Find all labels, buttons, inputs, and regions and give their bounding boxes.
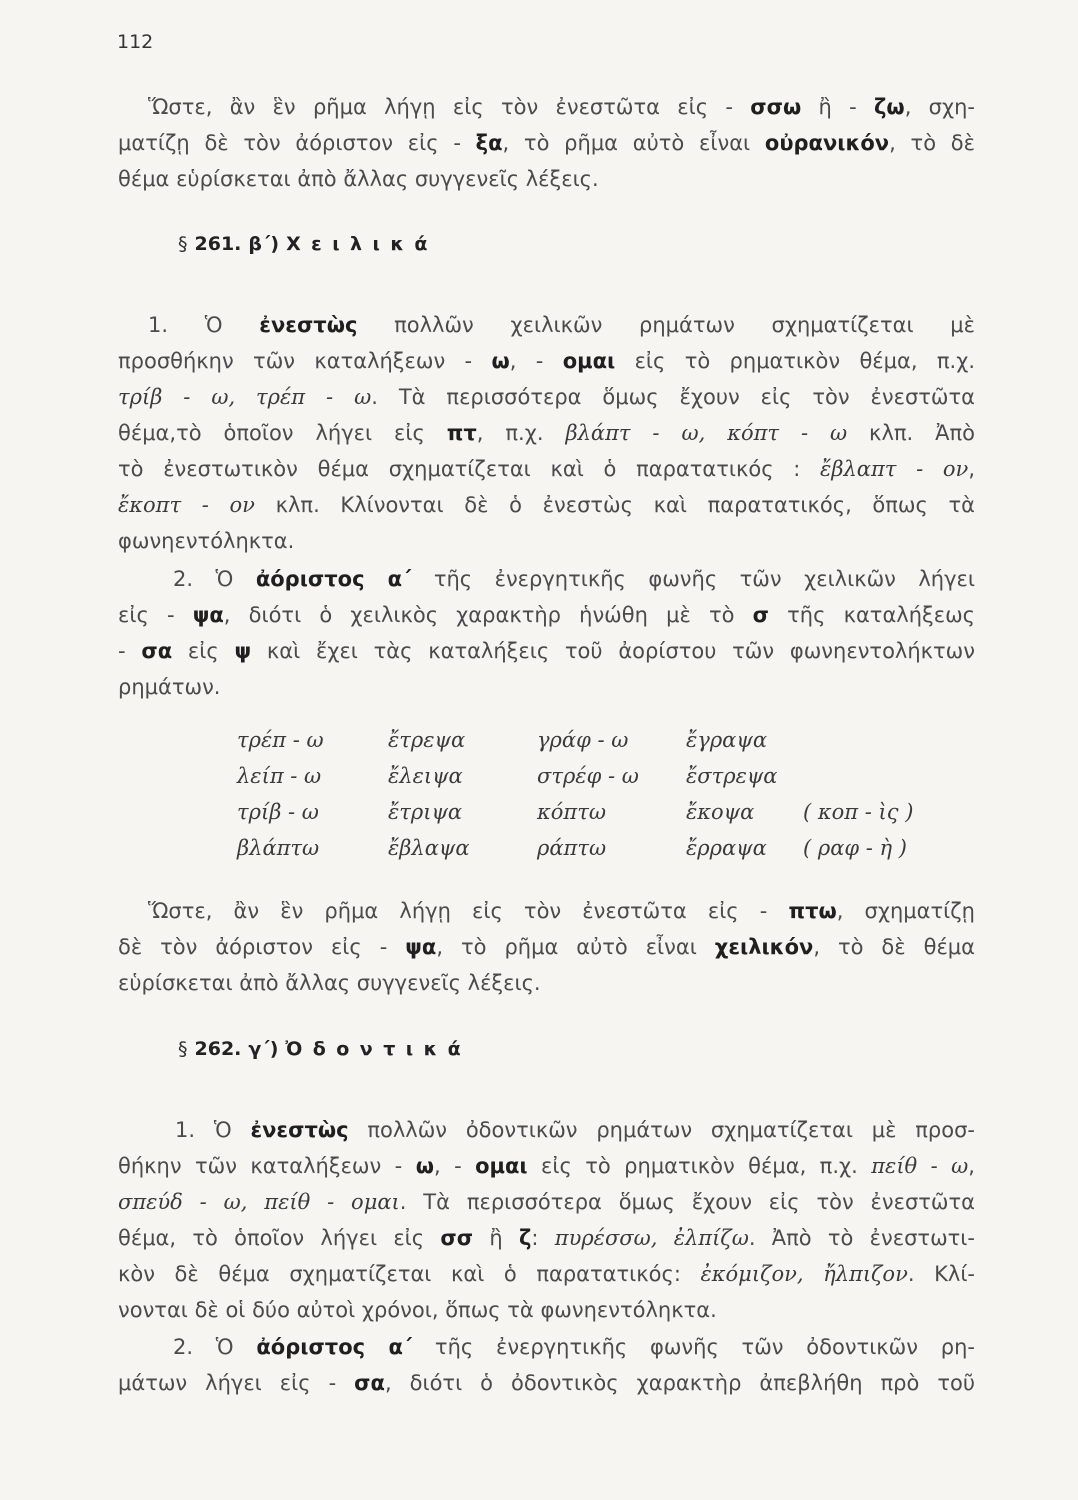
table-row bbox=[0, 794, 1078, 830]
text-run: θήκην τῶν καταλήξεων - bbox=[118, 1154, 416, 1178]
bold-term: ψα bbox=[192, 603, 224, 627]
text-run: εὑρίσκεται ἀπὸ ἄλλας συγγενεῖς λέξεις. bbox=[118, 971, 541, 995]
verb-form: ἔλειψα bbox=[388, 764, 463, 788]
bold-term: ἀόριστος α΄ bbox=[255, 567, 412, 591]
bold-term: ομαι bbox=[562, 349, 616, 373]
verb-form: λείπ - ω bbox=[237, 764, 322, 788]
bold-term: ἐνεστὼς bbox=[250, 1118, 349, 1142]
text-run: θέμα,τὸ ὁποῖον λήγει εἰς bbox=[118, 421, 447, 445]
text-run: εἰς τὸ ρηματικὸν θέμα, π.χ. bbox=[527, 1154, 872, 1178]
text-line bbox=[118, 633, 975, 669]
text-run: , τὸ δὲ bbox=[889, 131, 975, 155]
text-run: . Τὰ περισσότερα ὅμως ἔχουν εἰς τὸν ἐνεστῶτα bbox=[399, 1190, 975, 1214]
paragraph-labial-present bbox=[118, 307, 975, 559]
text-run: Ὥστε, ἂν ἓν ρῆμα λήγῃ εἰς τὸν ἐνεστῶτα εἰς - bbox=[148, 899, 789, 923]
text-run: . Κλί- bbox=[907, 1262, 975, 1286]
text-run: κὸν δὲ θέμα σχηματίζεται καὶ ὁ παρατατικός: bbox=[118, 1262, 701, 1286]
text-line bbox=[118, 1184, 975, 1220]
bold-term: πτω bbox=[788, 899, 837, 923]
italic-example: τρίβ - ω, τρέπ - ω bbox=[118, 385, 372, 409]
etymology-note: ( ραφ - ὴ ) bbox=[803, 836, 907, 860]
bold-term: ομαι bbox=[475, 1154, 528, 1178]
text-run: προσθήκην τῶν καταλήξεων - bbox=[118, 349, 492, 373]
text-run: , τὸ ρῆμα αὐτὸ εἶναι bbox=[436, 935, 715, 959]
text-run: , π.χ. bbox=[476, 421, 566, 445]
text-line bbox=[118, 1329, 975, 1365]
table-row bbox=[0, 722, 1078, 758]
italic-example: πείθ - ω bbox=[871, 1154, 969, 1178]
text-run: , - bbox=[433, 1154, 476, 1178]
text-line bbox=[118, 125, 975, 161]
text-run: , - bbox=[509, 349, 563, 373]
text-run: , σχη- bbox=[904, 95, 975, 119]
text-run: ἢ - bbox=[801, 95, 875, 119]
text-run: φωνηεντόληκτα. bbox=[118, 529, 295, 553]
text-run: θέμα εὑρίσκεται ἀπὸ ἄλλας συγγενεῖς λέξεις. bbox=[118, 167, 599, 191]
italic-example: ἔκοπτ - ον bbox=[118, 493, 255, 517]
text-run: κλπ. Κλίνονται δὲ ὁ ἐνεστὼς καὶ παρατατικός, ὅπως τὰ bbox=[254, 493, 975, 517]
text-line bbox=[118, 161, 975, 197]
text-line bbox=[118, 1148, 975, 1184]
text-run: , διότι ὁ ὀδοντικὸς χαρακτὴρ ἀπεβλήθη πρὸ τοῦ bbox=[384, 1371, 975, 1395]
text-run: δὲ τὸν ἀόριστον εἰς - bbox=[118, 935, 406, 959]
text-line bbox=[118, 929, 975, 965]
text-run: . Ἀπὸ τὸ ἐνεστωτι- bbox=[748, 1226, 975, 1250]
italic-example: ἔβλαπτ - ον bbox=[820, 457, 969, 481]
text-run: 2. Ὁ bbox=[173, 1335, 257, 1359]
bold-term: σα bbox=[141, 639, 173, 663]
text-line bbox=[118, 561, 975, 597]
text-line bbox=[118, 669, 975, 705]
text-run: ματίζῃ δὲ τὸν ἀόριστον εἰς - bbox=[118, 131, 476, 155]
example-table-labial-verbs bbox=[0, 722, 1078, 866]
bold-term: σα bbox=[354, 1371, 385, 1395]
etymology-note: ( κοπ - ὶς ) bbox=[803, 800, 914, 824]
bold-term: σ bbox=[752, 603, 769, 627]
text-run: , σχηματίζῃ bbox=[836, 899, 975, 923]
text-run: μάτων λήγει εἰς - bbox=[118, 1371, 355, 1395]
bold-term: ἀόριστος α΄ bbox=[256, 1335, 413, 1359]
section-title: Ὀδοντικά bbox=[285, 1038, 472, 1060]
text-line bbox=[118, 965, 975, 1001]
verb-form: ἔτριψα bbox=[388, 800, 463, 824]
text-run: 1. Ὁ bbox=[175, 1118, 251, 1142]
text-run: τῆς ἐνεργητικῆς φωνῆς τῶν ὀδοντικῶν ρη- bbox=[412, 1335, 975, 1359]
text-line bbox=[118, 893, 975, 929]
verb-form: κόπτω bbox=[537, 800, 606, 824]
italic-example: ἐκόμιζον, ἤλπιζον bbox=[700, 1262, 908, 1286]
verb-form: γράφ - ω bbox=[537, 728, 629, 752]
bold-term: ζω bbox=[874, 95, 905, 119]
verb-form: ἔτρεψα bbox=[388, 728, 466, 752]
section-heading-261 bbox=[178, 226, 445, 262]
italic-example: σπεύδ - ω, πείθ - ομαι bbox=[118, 1190, 400, 1214]
text-run: - bbox=[118, 639, 142, 663]
text-run: , bbox=[968, 457, 975, 481]
section-label: γ΄) bbox=[248, 1038, 279, 1060]
text-line bbox=[118, 1220, 975, 1256]
text-line bbox=[118, 379, 975, 415]
section-mark: § bbox=[178, 233, 188, 255]
text-run: εἰς bbox=[172, 639, 235, 663]
text-line bbox=[118, 597, 975, 633]
verb-form: ἔρραψα bbox=[686, 836, 767, 860]
section-number: 262. bbox=[194, 1038, 242, 1060]
bold-term: ψ bbox=[234, 639, 252, 663]
text-run: τῆς ἐνεργητικῆς φωνῆς τῶν χειλικῶν λήγει bbox=[411, 567, 975, 591]
text-line bbox=[118, 523, 975, 559]
text-run: νονται δὲ οἱ δύο αὐτοὶ χρόνοι, ὅπως τὰ φωνηεντόληκτα. bbox=[118, 1298, 717, 1322]
table-row bbox=[0, 830, 1078, 866]
bold-term: ψα bbox=[405, 935, 437, 959]
verb-form: ἔβλαψα bbox=[388, 836, 470, 860]
text-run: πολλῶν χειλικῶν ρημάτων σχηματίζεται μὲ bbox=[357, 313, 975, 337]
bold-term: οὐρανικόν bbox=[764, 131, 890, 155]
text-run: 2. Ὁ bbox=[173, 567, 256, 591]
paragraph-dental-aorist bbox=[118, 1329, 975, 1401]
italic-example: πυρέσσω, ἐλπίζω bbox=[554, 1226, 749, 1250]
text-run: τὸ ἐνεστωτικὸν θέμα σχηματίζεται καὶ ὁ παρατατικός : bbox=[118, 457, 821, 481]
verb-form: ράπτω bbox=[537, 836, 607, 860]
text-run: Ὥστε, ἂν ἓν ρῆμα λήγῃ εἰς τὸν ἐνεστῶτα εἰς - bbox=[148, 95, 751, 119]
bold-term: σσω bbox=[750, 95, 802, 119]
text-run: , bbox=[968, 1154, 975, 1178]
section-title: Χειλικά bbox=[286, 233, 438, 255]
text-line bbox=[118, 1365, 975, 1401]
bold-term: ω bbox=[415, 1154, 434, 1178]
text-run: ρημάτων. bbox=[118, 675, 221, 699]
bold-term: πτ bbox=[446, 421, 477, 445]
text-run: ἢ bbox=[473, 1226, 519, 1250]
text-line bbox=[118, 487, 975, 523]
text-run: πολλῶν ὀδοντικῶν ρημάτων σχηματίζεται μὲ προσ- bbox=[348, 1118, 975, 1142]
bold-term: ζ bbox=[518, 1226, 532, 1250]
section-mark: § bbox=[178, 1038, 188, 1060]
bold-term: χειλικόν bbox=[714, 935, 814, 959]
section-heading-262 bbox=[178, 1031, 478, 1067]
text-line bbox=[118, 1112, 975, 1148]
page-number: 112 bbox=[117, 31, 154, 53]
bold-term: ἐνεστὼς bbox=[259, 313, 358, 337]
text-line bbox=[118, 415, 975, 451]
text-run: κλπ. Ἀπὸ bbox=[847, 421, 975, 445]
bold-term: ξα bbox=[475, 131, 503, 155]
bold-term: ω bbox=[491, 349, 510, 373]
text-run: . Τὰ περισσότερα ὅμως ἔχουν εἰς τὸν ἐνεστῶτα bbox=[371, 385, 975, 409]
verb-form: βλάπτω bbox=[237, 836, 320, 860]
text-run: , τὸ δὲ θέμα bbox=[813, 935, 975, 959]
text-run: καὶ ἔχει τὰς καταλήξεις τοῦ ἀορίστου τῶν φωνηεντολήκτων bbox=[251, 639, 975, 663]
bold-term: σσ bbox=[440, 1226, 474, 1250]
text-run: θέμα, τὸ ὁποῖον λήγει εἰς bbox=[118, 1226, 441, 1250]
text-run: εἰς - bbox=[118, 603, 193, 627]
text-run: : bbox=[531, 1226, 555, 1250]
text-line bbox=[118, 89, 975, 125]
section-label: β΄) bbox=[248, 233, 280, 255]
text-line bbox=[118, 1256, 975, 1292]
verb-form: τρίβ - ω bbox=[237, 800, 319, 824]
paragraph-labial-aorist bbox=[118, 561, 975, 705]
text-run: εἰς τὸ ρηματικὸν θέμα, π.χ. bbox=[615, 349, 975, 373]
text-run: , τὸ ρῆμα αὐτὸ εἶναι bbox=[502, 131, 765, 155]
italic-example: βλάπτ - ω, κόπτ - ω bbox=[565, 421, 848, 445]
verb-form: τρέπ - ω bbox=[237, 728, 324, 752]
text-run: τῆς καταλήξεως bbox=[768, 603, 975, 627]
verb-form: ἔστρεψα bbox=[686, 764, 778, 788]
verb-form: ἔγραψα bbox=[686, 728, 767, 752]
text-run: , διότι ὁ χειλικὸς χαρακτὴρ ἡνώθη μὲ τὸ bbox=[223, 603, 753, 627]
text-line bbox=[118, 343, 975, 379]
text-line bbox=[118, 451, 975, 487]
section-number: 261. bbox=[194, 233, 242, 255]
text-line bbox=[118, 1292, 975, 1328]
verb-form: στρέφ - ω bbox=[537, 764, 639, 788]
paragraph-velar-summary bbox=[118, 89, 975, 197]
text-run: 1. Ὁ bbox=[148, 313, 260, 337]
paragraph-labial-summary bbox=[118, 893, 975, 1001]
verb-form: ἔκοψα bbox=[686, 800, 755, 824]
paragraph-dental-present bbox=[118, 1112, 975, 1328]
table-row bbox=[0, 758, 1078, 794]
text-line bbox=[118, 307, 975, 343]
